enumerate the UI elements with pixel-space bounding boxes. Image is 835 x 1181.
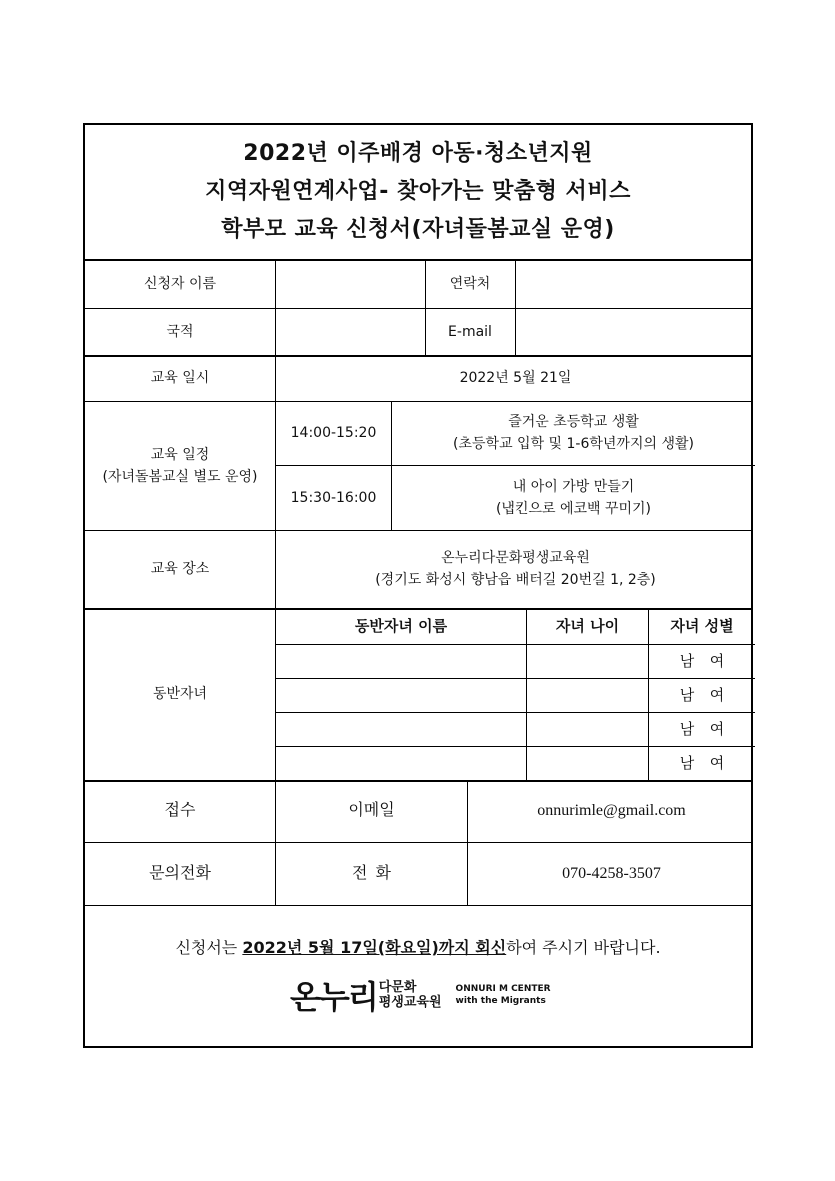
session-2-time: 15:30-16:00 <box>290 490 377 506</box>
logo-main-text: 온누리 <box>290 978 377 1016</box>
location-label: 교육 장소 <box>150 561 210 577</box>
gender-male-option[interactable]: 남 <box>679 720 695 738</box>
child-1-gender[interactable] <box>649 645 755 678</box>
logo-en-line1: ONNURI M CENTER <box>455 984 551 994</box>
notice-suffix: 하여 주시기 바랍니다. <box>506 938 661 957</box>
submission-notice <box>85 935 751 958</box>
logo-sub-text <box>379 980 442 1010</box>
gender-female-option[interactable]: 여 <box>709 652 725 670</box>
child-3-age-field[interactable] <box>527 713 648 746</box>
contact-label: 연락처 <box>449 275 491 292</box>
contact-field[interactable] <box>516 259 755 308</box>
reception-email-link[interactable]: onnurimle@gmail.com <box>537 802 686 819</box>
applicant-name-field[interactable] <box>276 259 425 308</box>
child-2-gender[interactable] <box>649 679 755 712</box>
organization-logo <box>290 970 551 1020</box>
divider <box>85 905 751 906</box>
session-2-content <box>392 466 755 530</box>
location-value <box>276 530 755 608</box>
session-1-content <box>392 401 755 465</box>
title-line-2: 지역자원연계사업- 찾아가는 맞춤형 서비스 <box>205 179 631 204</box>
gender-female-option[interactable]: 여 <box>709 720 725 738</box>
notice-deadline: 2022년 5월 17일(화요일)까지 회신 <box>242 938 507 957</box>
gender-male-option[interactable]: 남 <box>679 754 695 772</box>
child-2-name-field[interactable] <box>276 679 526 712</box>
session-1-desc: (초등학교 입학 및 1-6학년까지의 생활) <box>453 436 694 452</box>
education-date-label: 교육 일시 <box>150 370 210 386</box>
reception-label: 접수 <box>164 802 196 819</box>
child-age-header: 자녀 나이 <box>555 617 620 635</box>
location-address: (경기도 화성시 향남읍 배터길 20번길 1, 2층) <box>375 572 656 588</box>
child-name-header: 동반자녀 이름 <box>354 617 448 635</box>
title-line-1: 2022년 이주배경 아동·청소년지원 <box>243 141 593 166</box>
session-2-desc: (냅킨으로 에코백 꾸미기) <box>495 501 652 517</box>
inquiry-phone: 070-4258-3507 <box>562 864 661 882</box>
gender-female-option[interactable]: 여 <box>709 754 725 772</box>
education-date-value: 2022년 5월 21일 <box>459 370 572 386</box>
form-title <box>85 125 751 259</box>
logo-sub-line2: 평생교육원 <box>378 995 442 1010</box>
child-gender-header: 자녀 성별 <box>670 617 734 635</box>
gender-male-option[interactable]: 남 <box>679 686 695 704</box>
schedule-label-line2: (자녀돌봄교실 별도 운영) <box>102 468 258 485</box>
session-2-title: 내 아이 가방 만들기 <box>512 479 635 495</box>
session-1-time: 14:00-15:20 <box>290 425 377 441</box>
reception-method: 이메일 <box>348 802 395 819</box>
logo-sub-line1: 다문화 <box>378 980 417 995</box>
nationality-label: 국적 <box>166 323 194 340</box>
children-label: 동반자녀 <box>152 686 208 702</box>
child-3-name-field[interactable] <box>276 713 526 746</box>
gender-female-option[interactable]: 여 <box>709 686 725 704</box>
nationality-field[interactable] <box>276 308 425 355</box>
child-4-age-field[interactable] <box>527 747 648 780</box>
child-4-gender[interactable] <box>649 747 755 780</box>
email-field[interactable] <box>516 308 755 355</box>
title-line-3: 학부모 교육 신청서(자녀돌봄교실 운영) <box>221 217 615 242</box>
location-name: 온누리다문화평생교육원 <box>441 550 590 566</box>
application-form <box>83 123 753 1048</box>
child-1-age-field[interactable] <box>527 645 648 678</box>
inquiry-method: 전 화 <box>352 864 391 882</box>
inquiry-label: 문의전화 <box>149 864 211 882</box>
applicant-name-label: 신청자 이름 <box>143 275 217 292</box>
logo-en-line2: with the Migrants <box>455 996 546 1006</box>
logo-english-text <box>456 983 551 1007</box>
email-label: E-mail <box>448 323 492 340</box>
gender-male-option[interactable]: 남 <box>679 652 695 670</box>
schedule-label <box>85 401 275 530</box>
child-1-name-field[interactable] <box>276 645 526 678</box>
child-3-gender[interactable] <box>649 713 755 746</box>
child-2-age-field[interactable] <box>527 679 648 712</box>
schedule-label-line1: 교육 일정 <box>150 446 210 463</box>
notice-prefix: 신청서는 <box>175 938 243 957</box>
child-4-name-field[interactable] <box>276 747 526 780</box>
session-1-title: 즐거운 초등학교 생활 <box>508 414 639 430</box>
